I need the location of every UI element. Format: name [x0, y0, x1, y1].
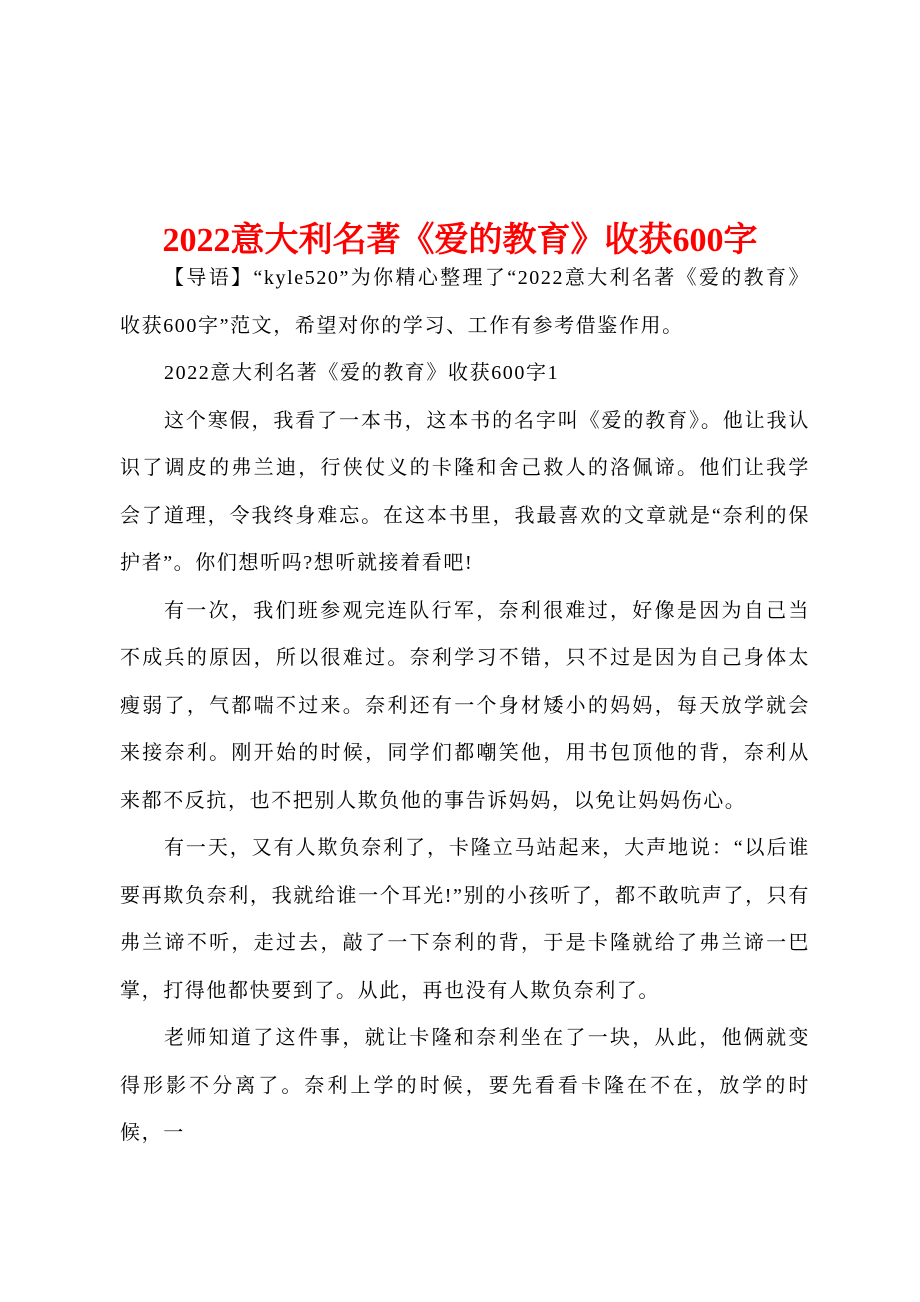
body-paragraph: 有一天，又有人欺负奈利了，卡隆立马站起来，大声地说：“以后谁要再欺负奈利，我就给谁一个耳光!”别的小孩听了，都不敢吭声了，只有弗兰谛不听，走过去，敲了一下奈利的背，于是卡隆就给了弗兰谛一巴掌，打得他都快要到了。从此，再也没有人欺负奈利了。: [120, 837, 810, 1002]
body-paragraph: 这个寒假，我看了一本书，这本书的名字叫《爱的教育》。他让我认识了调皮的弗兰迪，行侠仗义的卡隆和舍己救人的洛佩谛。他们让我学会了道理，令我终身难忘。在这本书里，我最喜欢的文章就是“奈利的保护者”。你们想听吗?想听就接着看吧!: [120, 409, 810, 574]
document-body: [120, 255, 810, 1158]
body-paragraph: 老师知道了这件事，就让卡隆和奈利坐在了一块，从此，他俩就变得形影不分离了。奈利上学的时候，要先看看卡隆在不在，放学的时候，一: [120, 1027, 810, 1144]
section-heading: 2022意大利名著《爱的教育》收获600字1: [164, 362, 560, 384]
document-title: 2022意大利名著《爱的教育》收获600字: [162, 221, 758, 259]
body-paragraph: 有一次，我们班参观完连队行军，奈利很难过，好像是因为自己当不成兵的原因，所以很难过。奈利学习不错，只不过是因为自己身体太瘦弱了，气都喘不过来。奈利还有一个身材矮小的妈妈，每天放学就会来接奈利。刚开始的时候，同学们都嘲笑他，用书包顶他的背，奈利从来都不反抗，也不把别人欺负他的事告诉妈妈，以免让妈妈伤心。: [120, 599, 810, 812]
intro-paragraph: 【导语】“kyle520”为你精心整理了“2022意大利名著《爱的教育》收获600字”范文，希望对你的学习、工作有参考借鉴作用。: [120, 267, 810, 337]
